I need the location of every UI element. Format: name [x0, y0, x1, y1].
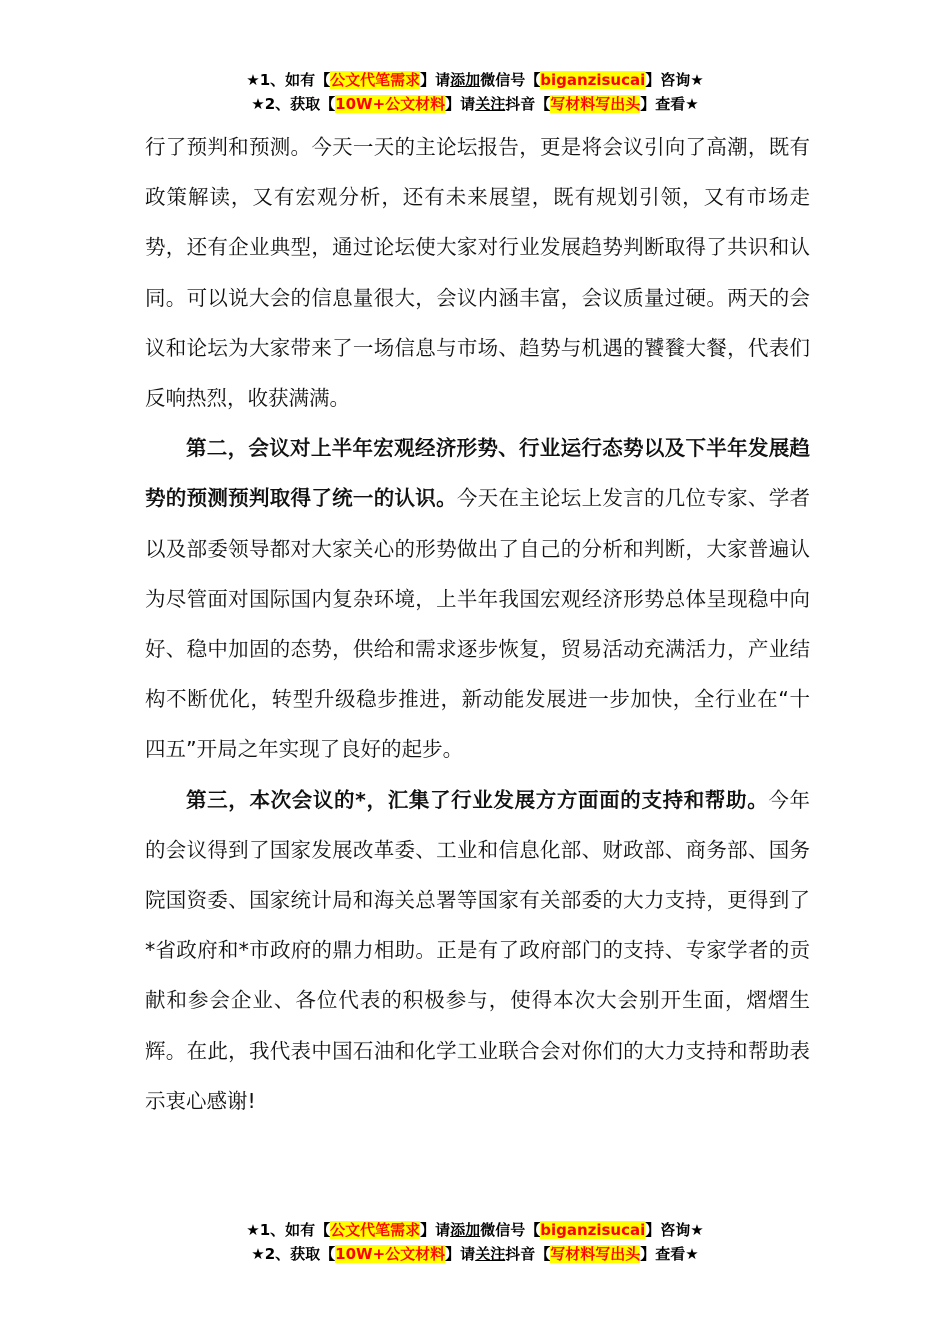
banner-line-1: ★1、如有【公文代笔需求】请添加微信号【biganzisucai】咨询★ [246, 1221, 704, 1239]
header-banner [0, 68, 950, 116]
paragraph-3-heading: 第三，本次会议的*，汇集了行业发展方方面面的支持和帮助。 [186, 787, 769, 812]
highlight-wechat-id: biganzisucai [540, 71, 646, 89]
paragraph-1: 行了预判和预测。今天一天的主论坛报告，更是将会议引向了高潮，既有政策解读，又有宏观分析，还有未来展望，既有规划引领，又有市场走势，还有企业典型，通过论坛使大家对行业发展趋势判断取得了共识和认同。可以说大会的信息量很大，会议内涵丰富，会议质量过硬。两天的会议和论坛为大家带来了一场信息与市场、趋势与机遇的饕餮大餐，代表们反响热烈，收获满满。 [145, 135, 810, 411]
paragraph-3 [145, 775, 810, 1126]
star-icon: ★ [690, 71, 704, 89]
document-body [145, 122, 810, 1126]
highlight-douyin: 写材料写出头 [550, 1245, 641, 1263]
star-icon: ★ [690, 1221, 704, 1239]
banner-line-1: ★1、如有【公文代笔需求】请添加微信号【biganzisucai】咨询★ [246, 71, 704, 89]
highlight-materials: 10W+公文材料 [335, 1245, 446, 1263]
star-icon: ★ [246, 1221, 260, 1239]
paragraph-3-text: 今年的会议得到了国家发展改革委、工业和信息化部、财政部、商务部、国务院国资委、国家统计局和海关总署等国家有关部委的大力支持，更得到了*省政府和*市政府的鼎力相助。正是有了政府部门的支持、专家学者的贡献和参会企业、各位代表的积极参与，使得本次大会别开生面，熠熠生辉。在此，我代表中国石油和化学工业联合会对你们的大力支持和帮助表示衷心感谢! [145, 787, 810, 1113]
star-icon: ★ [251, 1245, 265, 1263]
paragraph-2-heading: 第二，会议对上半年宏观经济形势、行业运行态势以及下半年发展趋势的预测预判取得了统一的认识。 [145, 436, 810, 511]
star-icon: ★ [685, 1245, 699, 1263]
footer-banner [0, 1218, 950, 1266]
highlight-service: 公文代笔需求 [330, 71, 421, 89]
highlight-wechat-id: biganzisucai [540, 1221, 646, 1239]
star-icon: ★ [246, 71, 260, 89]
paragraph-2 [145, 423, 810, 774]
banner-line-2: ★2、获取【10W+公文材料】请关注抖音【写材料写出头】查看★ [251, 1245, 699, 1263]
highlight-douyin: 写材料写出头 [550, 95, 641, 113]
star-icon: ★ [685, 95, 699, 113]
highlight-materials: 10W+公文材料 [335, 95, 446, 113]
star-icon: ★ [251, 95, 265, 113]
paragraph-2-text: 今天在主论坛上发言的几位专家、学者以及部委领导都对大家关心的形势做出了自己的分析和判断，大家普遍认为尽管面对国际国内复杂环境，上半年我国宏观经济形势总体呈现稳中向好、稳中加固的态势，供给和需求逐步恢复，贸易活动充满活力，产业结构不断优化，转型升级稳步推进，新动能发展进一步加快，全行业在“十四五”开局之年实现了良好的起步。 [145, 486, 811, 762]
highlight-service: 公文代笔需求 [330, 1221, 421, 1239]
banner-line-2: ★2、获取【10W+公文材料】请关注抖音【写材料写出头】查看★ [251, 95, 699, 113]
